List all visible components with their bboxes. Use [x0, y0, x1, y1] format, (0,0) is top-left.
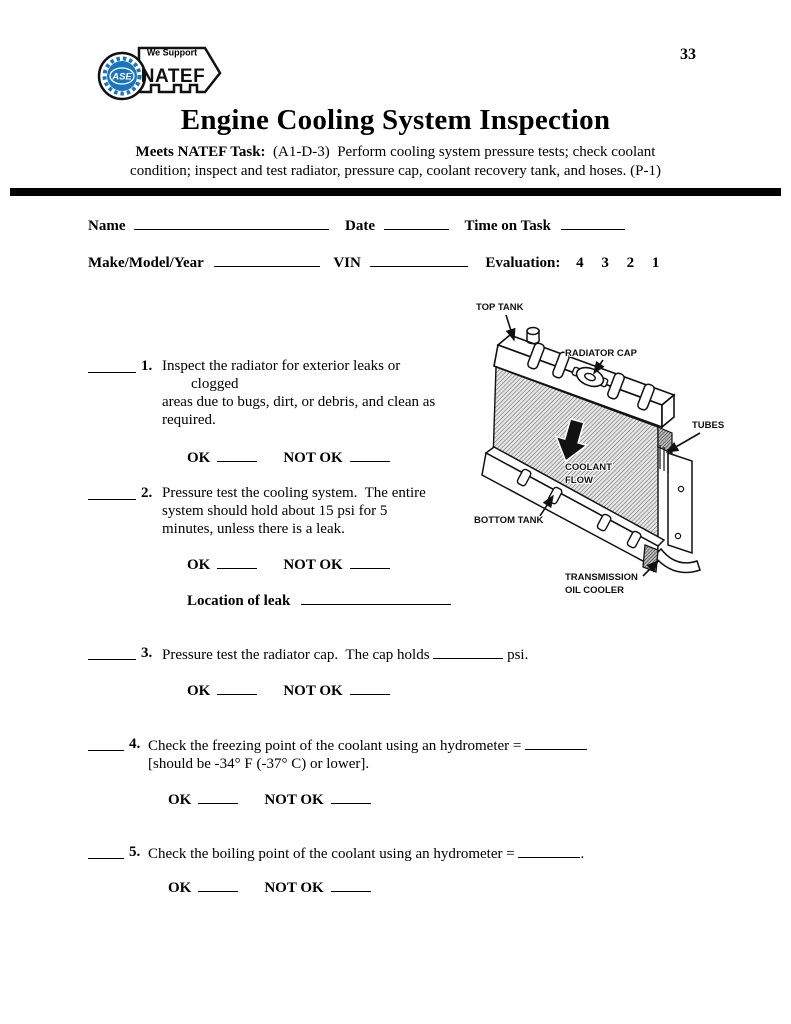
item-text — [148, 735, 587, 773]
item2-line3: minutes, unless there is a leak. — [162, 521, 345, 537]
vin-field[interactable] — [370, 252, 468, 267]
we-support-text: We Support — [146, 47, 198, 58]
item3-text: Pressure test the radiator cap. The cap holds — [162, 647, 430, 663]
not-ok-blank-5[interactable] — [331, 877, 371, 892]
check-blank-1[interactable] — [88, 357, 136, 373]
item-number: 2. — [141, 485, 153, 501]
transmission-label: TRANSMISSION — [565, 572, 638, 583]
foot-bracket — [654, 549, 700, 573]
boiling-point-field[interactable] — [518, 843, 580, 858]
item-number: 1. — [141, 358, 153, 374]
not-ok-blank-2[interactable] — [350, 554, 390, 569]
item1-line4: required. — [162, 412, 216, 428]
flow-label: FLOW — [565, 475, 593, 486]
time-on-task-label: Time on Task — [464, 218, 551, 234]
ok-row-5 — [168, 877, 371, 897]
checklist-item-1 — [88, 357, 435, 429]
vin-label: VIN — [333, 255, 361, 271]
time-on-task-field[interactable] — [561, 215, 625, 230]
cap-psi-field[interactable] — [433, 644, 503, 659]
tubes-label: TUBES — [692, 420, 725, 431]
task-text-line2: condition; inspect and test radiator, pressure cap, coolant recovery tank, and hoses. (P-1) — [130, 163, 661, 179]
form-row-2 — [88, 252, 659, 272]
name-label: Name — [88, 218, 126, 234]
evaluation-score-1[interactable]: 1 — [651, 255, 660, 271]
not-ok-label: NOT OK — [283, 683, 343, 699]
not-ok-label: NOT OK — [283, 557, 343, 573]
checklist-item-3 — [88, 644, 528, 664]
ok-label: OK — [187, 683, 211, 699]
item2-line1: Pressure test the cooling system. The entire — [162, 485, 426, 501]
item3-psi: psi. — [507, 647, 529, 663]
ok-label: OK — [187, 557, 211, 573]
make-model-year-label: Make/Model/Year — [88, 255, 204, 271]
not-ok-label: NOT OK — [264, 792, 324, 808]
side-panel — [668, 453, 692, 553]
task-text-line1: (A1-D-3) Perform cooling system pressure tests; check coolant — [265, 144, 656, 160]
ok-blank-1[interactable] — [217, 447, 257, 462]
item-number: 4. — [129, 736, 141, 752]
check-blank-5[interactable] — [88, 843, 124, 859]
leak-location-label: Location of leak — [187, 593, 291, 609]
not-ok-blank-4[interactable] — [331, 789, 371, 804]
item1-line1: Inspect the radiator for exterior leaks or — [162, 358, 401, 374]
ok-blank-5[interactable] — [198, 877, 238, 892]
ok-row-1 — [187, 447, 390, 467]
ok-row-4 — [168, 789, 371, 809]
radiator-diagram — [440, 293, 791, 605]
ok-blank-3[interactable] — [217, 680, 257, 695]
ok-label: OK — [168, 880, 192, 896]
date-label: Date — [345, 218, 375, 234]
item4-line1: Check the freezing point of the coolant using an hydrometer = — [148, 738, 522, 754]
top-tank-label: TOP TANK — [476, 302, 524, 313]
not-ok-label: NOT OK — [264, 880, 324, 896]
coolant-label: COOLANT — [565, 462, 612, 473]
ok-row-3 — [187, 680, 390, 700]
divider-bar — [10, 188, 781, 196]
page-title: Engine Cooling System Inspection — [180, 104, 611, 136]
form-row-1 — [88, 215, 625, 235]
checklist-item-2 — [88, 484, 426, 538]
ase-text: ASE — [112, 71, 132, 83]
not-ok-label: NOT OK — [283, 450, 343, 466]
check-blank-2[interactable] — [88, 484, 136, 500]
item-text — [148, 843, 584, 863]
ok-label: OK — [168, 792, 192, 808]
not-ok-blank-1[interactable] — [350, 447, 390, 462]
leak-location-field[interactable] — [301, 590, 451, 605]
natef-ase-logo — [93, 40, 225, 104]
natef-task-statement — [0, 143, 791, 181]
item5-text: Check the boiling point of the coolant using an hydrometer = — [148, 846, 515, 862]
name-field[interactable] — [134, 215, 329, 230]
check-blank-4[interactable] — [88, 735, 124, 751]
ok-blank-4[interactable] — [198, 789, 238, 804]
ok-row-2 — [187, 554, 390, 574]
item-number: 5. — [129, 844, 141, 860]
leak-location-row — [187, 590, 451, 610]
item-text — [162, 484, 426, 538]
item5-period: . — [580, 846, 585, 862]
not-ok-blank-3[interactable] — [350, 680, 390, 695]
item4-line2: [should be -34° F (-37° C) or lower]. — [148, 756, 370, 772]
evaluation-score-3[interactable]: 3 — [601, 255, 609, 271]
item1-line2: clogged — [191, 376, 239, 392]
radiator-cap-label: RADIATOR CAP — [565, 348, 637, 359]
oil-cooler-label: OIL COOLER — [565, 585, 624, 596]
evaluation-label: Evaluation: — [485, 255, 561, 271]
item-text — [162, 644, 528, 664]
item-number: 3. — [141, 645, 153, 661]
evaluation-score-4[interactable]: 4 — [576, 255, 584, 271]
page-number: 33 — [680, 46, 696, 63]
ok-blank-2[interactable] — [217, 554, 257, 569]
task-label: Meets NATEF Task: — [135, 144, 266, 160]
item2-line2: system should hold about 15 psi for 5 — [162, 503, 388, 519]
check-blank-3[interactable] — [88, 644, 136, 660]
freezing-point-field[interactable] — [525, 735, 587, 750]
checklist-item-4 — [88, 735, 587, 773]
natef-text: NATEF — [140, 66, 206, 87]
make-model-year-field[interactable] — [214, 252, 320, 267]
evaluation-score-2[interactable]: 2 — [626, 255, 635, 271]
bottom-tank-label: BOTTOM TANK — [474, 515, 544, 526]
item1-line3: areas due to bugs, dirt, or debris, and clean as — [162, 394, 436, 410]
checklist-item-5 — [88, 843, 584, 863]
item-text — [162, 357, 435, 429]
date-field[interactable] — [384, 215, 449, 230]
ok-label: OK — [187, 450, 211, 466]
